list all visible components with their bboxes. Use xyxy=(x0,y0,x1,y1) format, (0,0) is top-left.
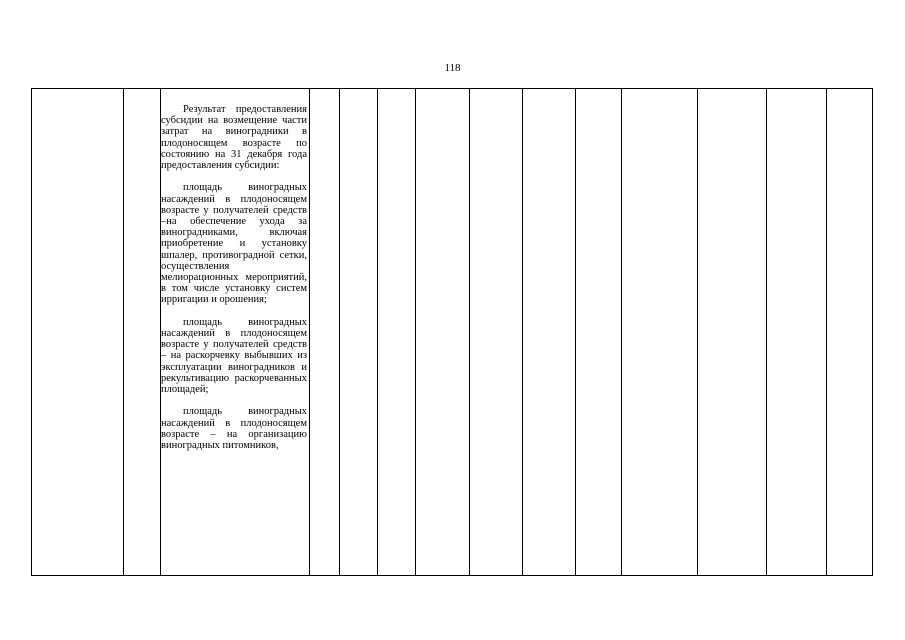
column-divider xyxy=(339,89,340,575)
column-divider xyxy=(469,89,470,575)
column-divider xyxy=(826,89,827,575)
column-divider xyxy=(123,89,124,575)
column-divider xyxy=(621,89,622,575)
cell-paragraph: площадь виноградных насаждений в плодоносящем возрасте – на организацию виноградных питомников, xyxy=(161,406,307,452)
column-divider xyxy=(415,89,416,575)
indicator-description-cell xyxy=(161,104,307,451)
column-divider xyxy=(522,89,523,575)
column-divider xyxy=(309,89,310,575)
page-number: 118 xyxy=(444,62,461,74)
cell-paragraph: площадь виноградных насаждений в плодоносящем возрасте у получателей средств –на обеспечение ухода за виноградниками, включая приобретение и установку шпалер, противоградной сетки, осуществления мелиорационных мероприятий, в том числе установку систем ирригации и орошения; xyxy=(161,182,307,306)
column-divider xyxy=(766,89,767,575)
column-divider xyxy=(377,89,378,575)
cell-paragraph: площадь виноградных насаждений в плодоносящем возрасте у получателей средств – на раскорчевку выбывших из эксплуатации виноградников и рекультивацию раскорчеванных площадей; xyxy=(161,316,307,396)
cell-paragraph: Результат предоставления субсидии на возмещение части затрат на виноградники в плодоносящем возрасте по состоянию на 31 декабря года предоставления субсидии: xyxy=(161,104,307,172)
column-divider xyxy=(575,89,576,575)
data-table xyxy=(31,88,873,576)
column-divider xyxy=(697,89,698,575)
